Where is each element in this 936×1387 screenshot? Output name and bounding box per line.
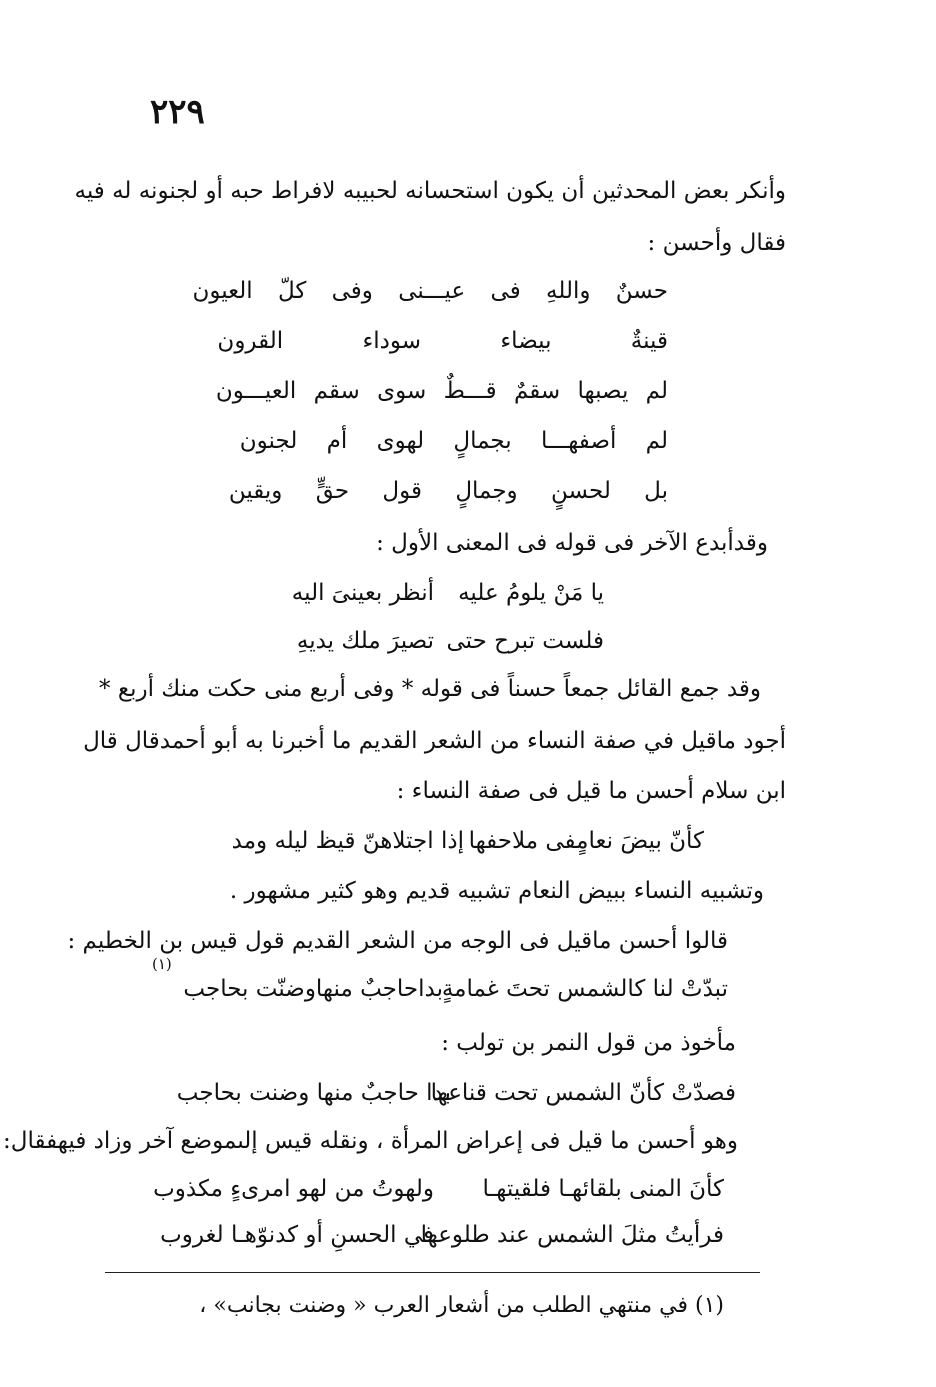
verse-line bbox=[217, 328, 668, 356]
verse-hemistich-1: تبدّتْ لنا كالشمس تحتَ غمامةٍ bbox=[441, 976, 728, 1002]
verse-hemistich-2: تصيرَ ملك يديهِ bbox=[296, 628, 434, 654]
prose-line: وتشبيه النساء ببيض النعام تشبيه قديم وهو كثير مشهور . bbox=[229, 878, 764, 904]
prose-line: قالوا أحسن ماقيل فى الوجه من الشعر القديم قول قيس بن الخطيم : bbox=[67, 928, 728, 954]
verse-text: بل لحسنٍ وجمالٍ قول حقٍّ ويقين bbox=[228, 478, 668, 504]
verse-hemistich-1: كأنَ المنى بلقائهـا فلقيتهـا bbox=[482, 1176, 724, 1202]
prose-line: وأنكر بعض المحدثين أن يكون استحسانه لحبيبه لافراط حبه أو لجنونه له فيه bbox=[74, 178, 786, 204]
prose-line: مأخوذ من قول النمر بن تولب : bbox=[441, 1030, 736, 1056]
page-number: ٢٢٩ bbox=[150, 92, 205, 132]
prose-line: وقدأبدع الآخر فى قوله فى المعنى الأول : bbox=[376, 530, 768, 556]
verse-line bbox=[297, 628, 604, 656]
verse-line bbox=[240, 428, 668, 456]
prose-line: وهو أحسن ما قيل فى إعراض المرأة ، ونقله قيس إلىموضع آخر وزاد فيهفقال: bbox=[3, 1128, 738, 1154]
verse-hemistich-2: إذا اجتلاهنّ قيظ ليله ومد bbox=[231, 828, 464, 854]
verse-hemistich-1: كأنّ بيضَ نعامٍفى ملاحفها bbox=[468, 828, 704, 854]
verse-line bbox=[229, 478, 668, 506]
verse-hemistich-1: فلست تبرح حتى bbox=[446, 628, 604, 654]
verse-line bbox=[153, 1176, 724, 1204]
verse-text: لم أصفهـــا بجمالٍ لهوى أم لجنون bbox=[239, 428, 668, 454]
verse-hemistich-2: بداحاجبٌ منهاوضنّت بحاجب bbox=[183, 976, 443, 1002]
verse-text: لم يصبها سقمٌ قـــطٌ سوى سقم العيـــون bbox=[215, 378, 668, 404]
verse-line bbox=[232, 828, 704, 856]
verse-line bbox=[177, 1080, 736, 1108]
prose-line: أجود ماقيل في صفة النساء من الشعر القديم ما أخبرنا به أبو أحمدقال قال bbox=[83, 728, 786, 754]
footnote-marker: (١) bbox=[152, 955, 172, 973]
verse-text: قينةٌ بيضاء سوداء القرون bbox=[217, 328, 668, 354]
verse-hemistich-1: فصدّتْ كأنّ الشمس تحت قناعها bbox=[430, 1080, 736, 1106]
prose-line: ابن سلام أحسن ما قيل فى صفة النساء : bbox=[396, 778, 786, 804]
verse-line bbox=[183, 976, 728, 1004]
footnote: (١) في منتهي الطلب من أشعار العرب « وضنت بجانب» ، bbox=[199, 1293, 724, 1318]
verse-hemistich-1: يا مَنْ يلومُ عليه bbox=[458, 580, 604, 606]
verse-line bbox=[160, 1222, 724, 1250]
verse-hemistich-2: أنظر بعينىَ اليه bbox=[291, 580, 434, 606]
verse-hemistich-1: فرأيتُ مثلَ الشمس عند طلوعها bbox=[420, 1222, 724, 1248]
footnote-divider bbox=[105, 1272, 760, 1273]
verse-hemistich-2: في الحسنِ أو كدنوّهـا لغروب bbox=[160, 1222, 434, 1248]
prose-line: وقد جمع القائل جمعاً حسناً فى قوله * وفى أربع منى حكت منك أربع * bbox=[99, 676, 761, 702]
verse-hemistich-2: بدا حاجبٌ منها وضنت بحاجب bbox=[176, 1080, 451, 1106]
verse-line bbox=[292, 580, 604, 608]
verse-line bbox=[192, 278, 668, 306]
verse-line bbox=[216, 378, 668, 406]
verse-text: حسنٌ واللهِ فى عيـــنى وفى كلّ العيون bbox=[192, 278, 668, 304]
prose-line: فقال وأحسن : bbox=[647, 230, 786, 256]
verse-hemistich-2: ولهوتُ من لهو امرىءٍ مكذوب bbox=[153, 1176, 434, 1202]
